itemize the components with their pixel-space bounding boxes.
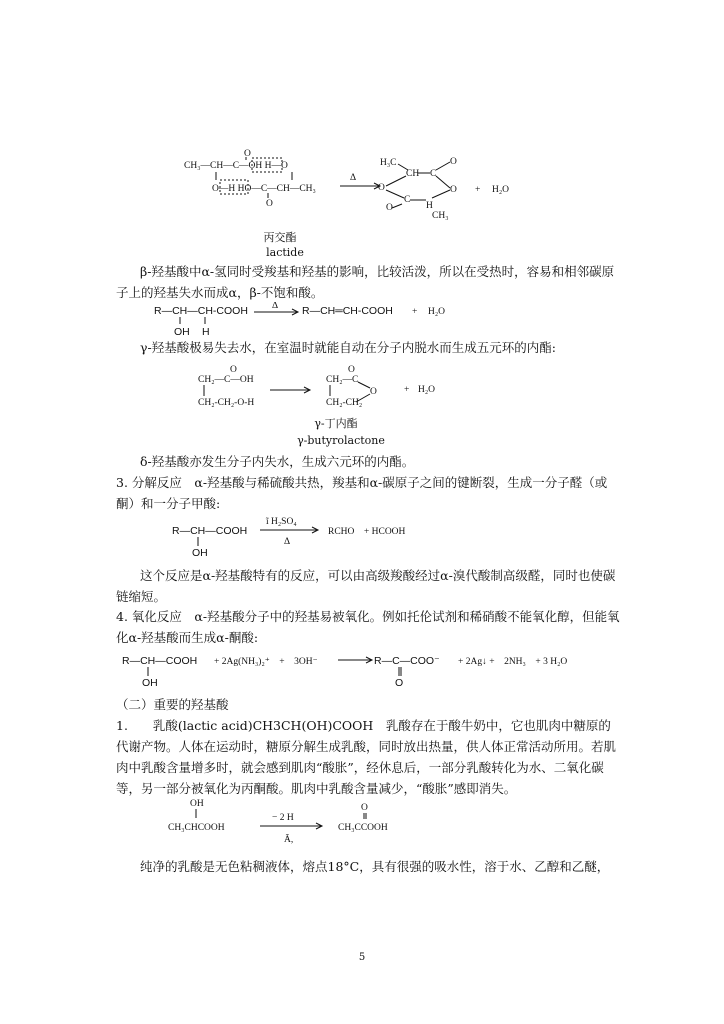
lactide-o-top: O — [450, 157, 457, 167]
paragraph-4-oxidation: 4. 氧化反应 α-羟基酸分子中的羟基易被氧化。例如托伦试剂和稀硝酸不能氧化醇，但能氧化α-羟基酸而生成α-酮酸: — [116, 609, 620, 645]
gamma-r-top: CH₂—C—OH — [198, 375, 254, 385]
lactide-arrow-label: Δ — [350, 173, 357, 183]
lactide-name-cn: 丙交酯 — [263, 231, 297, 244]
lactide-o-left: O — [378, 183, 385, 193]
gamma-r-o: O — [230, 365, 237, 375]
gamma-plus: + — [404, 385, 410, 395]
lactic-product: CH₃CCOOH — [338, 823, 388, 833]
lactide-o-right: O — [450, 185, 457, 195]
lactic-reaction-diagram — [164, 794, 424, 846]
ox-sub-o: O — [395, 677, 404, 689]
paragraph-beta: β-羟基酸中α-氢同时受羧基和羟基的影响，比较活泼，所以在受热时，容易和相邻碳原子上的羟基失水而成α，β-不饱和酸。 — [116, 264, 615, 300]
svg-text:O: O — [266, 199, 273, 209]
paragraph-lactic-acid: 1. 乳酸(lactic acid)CH3CH(OH)COOH 乳酸存在于酸牛奶中，它也肌肉中糖原的代谢产物。人体在运动时，糖原分解生成乳酸，同时放出热量，供人体正常活动所用。若肌肉中乳酸含量增多时，就会感到肌肉“酸胀”，经休息后，一部分乳酸转化为水、二氧化碳等，另一部分被氧化为丙酮酸。肌肉中乳酸含量减少，“酸胀”感即消失。 — [116, 718, 617, 796]
lactide-left-bottom: O—H HO—C—CH—CH₃ — [212, 184, 316, 194]
lactide-left-top: CH₃—CH—C—OH H—O — [184, 161, 288, 171]
beta-arrow-label: Δ — [272, 302, 279, 311]
lactide-ch-top: CH — [406, 169, 420, 179]
lactide-ch3: CH₃ — [432, 211, 449, 221]
gamma-reaction-diagram — [190, 362, 450, 410]
beta-water: H₂O — [428, 307, 446, 317]
ox-product: R—C—COO⁻ — [374, 655, 440, 667]
lactide-h: H — [426, 201, 433, 211]
gamma-p-o-top: O — [348, 365, 355, 375]
oxidation-reaction-diagram — [118, 650, 608, 690]
lactic-p-o: O — [361, 803, 368, 813]
decomp-reactant: R—CH—COOH — [172, 525, 248, 537]
gamma-p-o-ring: O — [370, 387, 377, 397]
beta-product: R—CH═CH-COOH — [302, 305, 393, 317]
gamma-p-bottom: CH₂-CH₂ — [326, 398, 363, 408]
ox-reactant: R—CH—COOH — [122, 655, 198, 667]
beta-plus: + — [412, 307, 418, 317]
beta-reactant: R—CH—CH-COOH — [154, 305, 248, 317]
lactic-r-oh: OH — [190, 799, 204, 809]
page-number: 5 — [358, 952, 366, 963]
beta-sub-h: H — [202, 326, 210, 338]
lactide-name-en: lactide — [266, 246, 304, 259]
ox-reagent: + 2Ag(NH₃)₂⁺ + 3OH⁻ — [214, 657, 318, 667]
decomp-arrow-top: ĩ H₂SO₄ — [266, 517, 297, 527]
gamma-name-cn: γ-丁内酯 — [314, 417, 358, 430]
beta-sub-oh: OH — [174, 326, 190, 338]
svg-text:O: O — [244, 149, 251, 159]
lactide-plus: + — [475, 185, 481, 195]
lactide-water: H₂O — [492, 185, 510, 195]
lactide-reaction-diagram — [180, 146, 540, 226]
section-heading-hydroxy-acids: （二）重要的羟基酸 — [116, 697, 229, 712]
beta-reaction-diagram — [150, 302, 490, 338]
lactide-h3c: H₃C — [380, 158, 397, 168]
decomp-reaction-diagram — [168, 514, 468, 558]
lactide-c-top: C — [430, 169, 437, 179]
gamma-r-bottom: CH₂-CH₂-O-H — [198, 398, 255, 408]
decomp-sub-oh: OH — [192, 547, 208, 558]
ox-sub-oh: OH — [142, 677, 158, 689]
paragraph-delta: δ-羟基酸亦发生分子内失水，生成六元环的内酯。 — [140, 454, 415, 469]
lactide-c-bottom: C — [404, 195, 411, 205]
lactic-arrow-top: − 2 H — [272, 813, 294, 823]
paragraph-gamma: γ-羟基酸极易失去水，在室温时就能自动在分子内脱水而生成五元环的内酯: — [140, 340, 556, 355]
gamma-water: H₂O — [418, 385, 436, 395]
paragraph-lactic-properties: 纯净的乳酸是无色粘稠液体，熔点18°C，具有很强的吸水性，溶于水、乙醇和乙醚， — [140, 859, 610, 874]
lactic-reactant: CH₃CHCOOH — [168, 823, 225, 833]
gamma-p-top: CH₂—C — [326, 375, 359, 385]
ox-rest: + 2Ag↓ + 2NH₃ + 3 H₂O — [458, 657, 568, 667]
paragraph-decomp-note: 这个反应是α-羟基酸特有的反应，可以由高级羧酸经过α-溴代酸制高级醛，同时也使碳链缩短。 — [116, 568, 616, 604]
paragraph-3-decomposition: 3. 分解反应 α-羟基酸与稀硫酸共热，羧基和α-碳原子之间的键断裂，生成一分子醛（或酮）和一分子甲酸: — [116, 475, 608, 511]
decomp-arrow-bottom: Δ — [284, 537, 291, 547]
gamma-name-en: γ-butyrolactone — [297, 434, 385, 447]
lactide-o-bottom: O — [386, 203, 393, 213]
decomp-product: RCHO + HCOOH — [328, 527, 406, 537]
lactic-arrow-bottom: Ã, — [284, 835, 294, 845]
